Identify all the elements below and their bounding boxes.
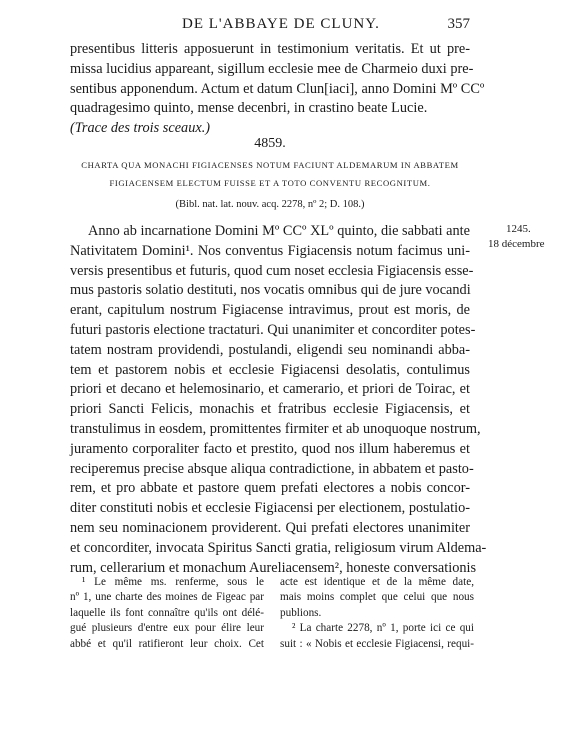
- charter-heading-line: CHARTA QUA MONACHI FIGIACENSES NOTUM FACIUNT ALDEMARUM IN ABBATEM: [81, 160, 459, 170]
- body-line: tem et pastorem nobis et ecclesie Figiacensi desolatis, contulimus: [70, 361, 470, 378]
- body-line: priori Sancti Felicis, monachis et fratribus ecclesie Figiacensis, et: [70, 401, 470, 418]
- footnote-line: suit : « Nobis et ecclesie Figiacensi, requi-: [280, 637, 474, 650]
- footnote-line: ¹ Le même ms. renferme, sous le: [82, 576, 264, 588]
- body-line: Nativitatem Domini¹. Nos conventus Figiacensis notum facimus uni-: [70, 242, 470, 259]
- body-line: diter constituti nobis et ecclesie Figiacensi per electionem, postulatio-: [70, 500, 470, 517]
- charter-source: (Bibl. nat. lat. nouv. acq. 2278, nº 2; D. 108.): [175, 199, 365, 210]
- body-line: erant, capitulum nostrum Figiacense intravimus, prout est moris, de: [70, 302, 470, 319]
- text-line: sentibus apponendum. Actum et datum Clun[iaci], anno Domini Mº CCº: [70, 80, 485, 97]
- body-line: versis presentibus et futuris, quod cum noset ecclesia Figiacensis esse-: [70, 262, 474, 279]
- footnote-line: acte est identique et de la même date,: [280, 576, 474, 588]
- body-line: transtulimus in eosdem, promittentes firmiter et ab unoquoque nostrum,: [70, 420, 481, 437]
- footnote-line: abbé et qu'il ratifieront leur choix. Cet: [70, 637, 264, 650]
- footnote-line: laquelle ils font connaître qu'ils ont délé-: [70, 606, 264, 619]
- footnotes-right-column: [280, 575, 474, 652]
- body-line: juramento corporaliter facto et prestito, quod nos illum haberemus et: [70, 440, 470, 457]
- footnote-line: ² La charte 2278, nº 1, porte ici ce qui: [292, 622, 474, 635]
- page-number: 357: [447, 16, 470, 32]
- seal-note: (Trace des trois sceaux.): [70, 120, 211, 137]
- body-line: rem, et pro abbate et pastore quem prefati electores a nobis concor-: [70, 480, 470, 497]
- footnote-line: publions.: [280, 606, 322, 619]
- body-line: et concorditer, invocata Spiritus Sancti gratia, religiosum virum Aldema-: [70, 539, 487, 556]
- body-line: tatem nostram providendi, postulandi, eligendi seu nominandi abba-: [70, 341, 470, 358]
- charter-heading-line: FIGIACENSEM ELECTUM FUISSE ET A TOTO CONVENTU RECOGNITUM.: [109, 178, 431, 188]
- footnote-line: nº 1, une charte des moines de Figeac par: [70, 591, 264, 604]
- previous-charter-ending: [70, 40, 485, 139]
- running-head: [70, 14, 470, 36]
- body-line: nem seu nominacionem providerent. Qui prefati electores unanimiter: [70, 519, 470, 536]
- body-line: Anno ab incarnatione Domini Mº CCº XLº quinto, die sabbati ante: [88, 223, 470, 239]
- body-line: priori et decano et helemosinario, et camerario, et priori de Toirac, et: [70, 381, 470, 398]
- body-line: reciperemus precise absque aliqua contradictione, in abbatem et pasto-: [70, 460, 474, 477]
- charter-number: 4859.: [254, 136, 286, 151]
- text-line: presentibus litteris apposuerunt in testimonium veritatis. Et ut pre-: [70, 41, 470, 57]
- footnote-line: mais moins complet que celui que nous: [280, 591, 474, 604]
- footnote-line: gué plusieurs d'entre eux pour élire leur: [70, 622, 264, 635]
- body-line: rum, cellerarium et monachum Aureliacensem², honeste conversationis: [70, 559, 477, 576]
- margin-year: 1245.: [506, 223, 531, 235]
- text-line: quadragesimo quinto, mense decenbri, in crastino beate Lucie.: [70, 100, 428, 117]
- running-title: DE L'ABBAYE DE CLUNY.: [182, 16, 380, 32]
- body-line: futuri pastoris electione tractaturi. Qui unanimiter et concorditer potes-: [70, 321, 476, 338]
- text-line: missa lucidius appareant, sigillum ecclesie mee de Charmeio duxi pre-: [70, 60, 474, 77]
- footnotes-left-column: [70, 575, 264, 652]
- margin-date: 18 décembre: [488, 238, 545, 250]
- charter-body: [70, 222, 487, 578]
- body-line: mus pastoris solatio destituti, nos vocatis omnibus qui de jure vocandi: [70, 282, 471, 299]
